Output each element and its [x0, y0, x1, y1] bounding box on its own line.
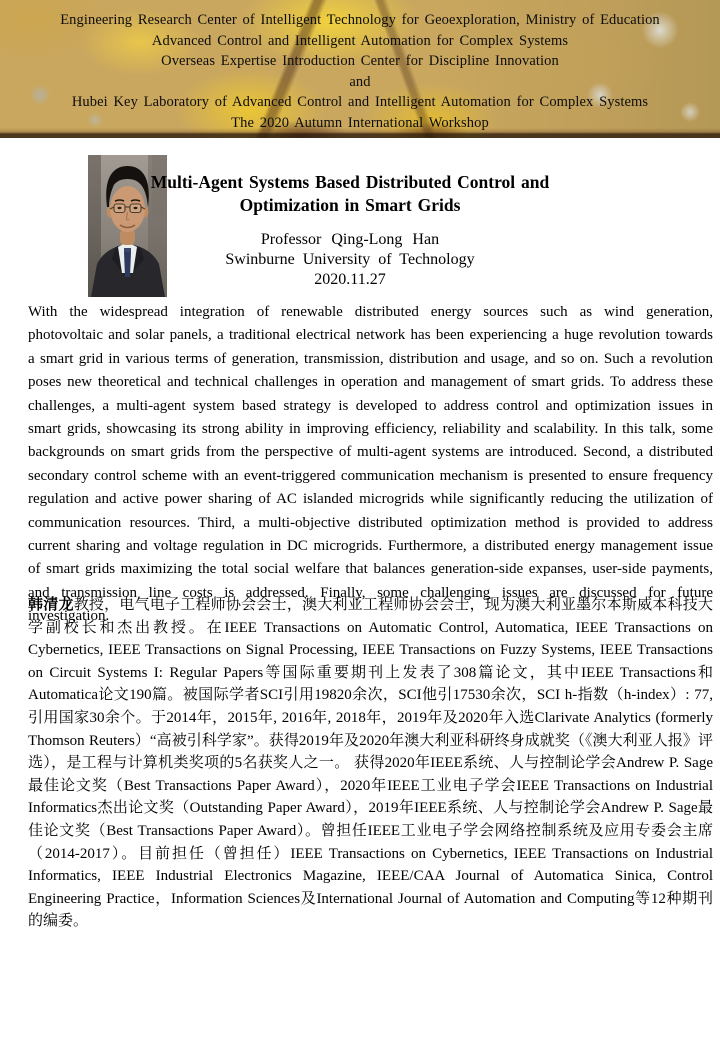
title-block: [0, 171, 700, 289]
banner-line-overseas-center: Overseas Expertise Introduction Center for Discipline Innovation: [161, 53, 559, 70]
speaker-affiliation: Swinburne University of Technology: [225, 250, 475, 268]
biography-speaker-name: 韩清龙: [28, 597, 74, 613]
talk-date: 2020.11.27: [314, 270, 386, 288]
banner-line-workshop: The 2020 Autumn International Workshop: [231, 114, 489, 131]
talk-title-line-1: Multi-Agent Systems Based Distributed Control and: [150, 172, 550, 192]
banner-line-hubei-lab: Hubei Key Laboratory of Advanced Control and Intelligent Automation for Complex Systems: [71, 94, 649, 111]
banner-line-center-name: Engineering Research Center of Intelligent Technology for Geoexploration, Ministry of Education: [60, 12, 660, 28]
abstract-paragraph: With the widespread integration of renewable distributed energy sources such as wind generation, photovoltaic and solar panels, a traditional electrical network has been experiencing a huge revolution towards a smart grid in various terms of generation, transmission, distribution and usage, and so on. Such a revolution poses new theoretical and technical challenges in operation and management of smart grids. To address these challenges, a multi-agent system based strategy is developed to address control and optimization issues in smart grids, showcasing its strong ability in improving efficiency, reliability and scalability. In this talk, some backgrounds on smart grids from the perspective of multi-agent systems are introduced. Second, a distributed secondary control scheme with an event-triggered communication mechanism is presented to ensure frequency regulation and active power sharing of AC islanded microgrids while significantly reducing the utilization of communication resources. Third, a multi-objective distributed optimization method is provided to address current sharing and voltage regulation in DC microgrids. Furthermore, a distributed energy management issue of smart grids maximizing the total social welfare that balances generation-side expanses, user-side payments, and transmission line costs is addressed. Finally, some challenging issues are discussed for future investigation.: [28, 304, 713, 625]
banner-text-block: [0, 0, 720, 134]
biography-text: 教授，电气电子工程师协会会士，澳大利亚工程师协会会士，现为澳大利亚墨尔本斯威本科技大学副校长和杰出教授。在IEEE Transactions on Automatic Control, Automatica, IEEE Transactions on Cybernetics, IEEE Transactions on Signal Processing, IEEE Transactions on Fuzzy Systems, IEEE Transactions on Circuit Systems I: Regular Papers等国际重要期刊上发表了308篇论文，其中IEEE Transactions和Automatica论文190篇。被国际学者SCI引用19820余次，SCI他引17530余次，SCI h-指数（h-index）: 77, 引用国家30余个。于2014年，2015年, 2016年, 2018年，2019年及2020年入选Clarivate Analytics (formerly Thomson Reuters）“高被引科学家”。获得2019年及2020年澳大利亚科研终身成就奖（《澳大利亚人报》评选），是工程与计算机类奖项的5名获奖人之一。 获得2020年IEEE系统、人与控制论学会Andrew P. Sage最佳论文奖（Best Transactions Paper Award），2020年IEEE工业电子学会IEEE Transactions on Industrial Informatics杰出论文奖（Outstanding Paper Award），2019年IEEE系统、人与控制论学会Andrew P. Sage最佳论文奖（Best Transactions Paper Award）。曾担任IEEE工业电子学会网络控制系统及应用专委会主席（2014-2017）。目前担任（曾担任）IEEE Transactions on Cybernetics, IEEE Transactions on Industrial Informatics, IEEE Industrial Electronics Magazine, IEEE/CAA Journal of Automatica Sinica, Control Engineering Practice，Information Sciences及International Journal of Automation and Computing等12种期刊的编委。: [28, 597, 713, 930]
autumn-banner: [0, 0, 720, 138]
banner-line-advanced-control: Advanced Control and Intelligent Automation for Complex Systems: [151, 32, 569, 49]
speaker-name: Professor Qing-Long Han: [260, 231, 440, 248]
banner-line-and: and: [349, 73, 371, 90]
talk-title-line-2: Optimization in Smart Grids: [239, 195, 461, 215]
speaker-block: [0, 230, 700, 289]
biography-paragraph: [28, 594, 713, 933]
